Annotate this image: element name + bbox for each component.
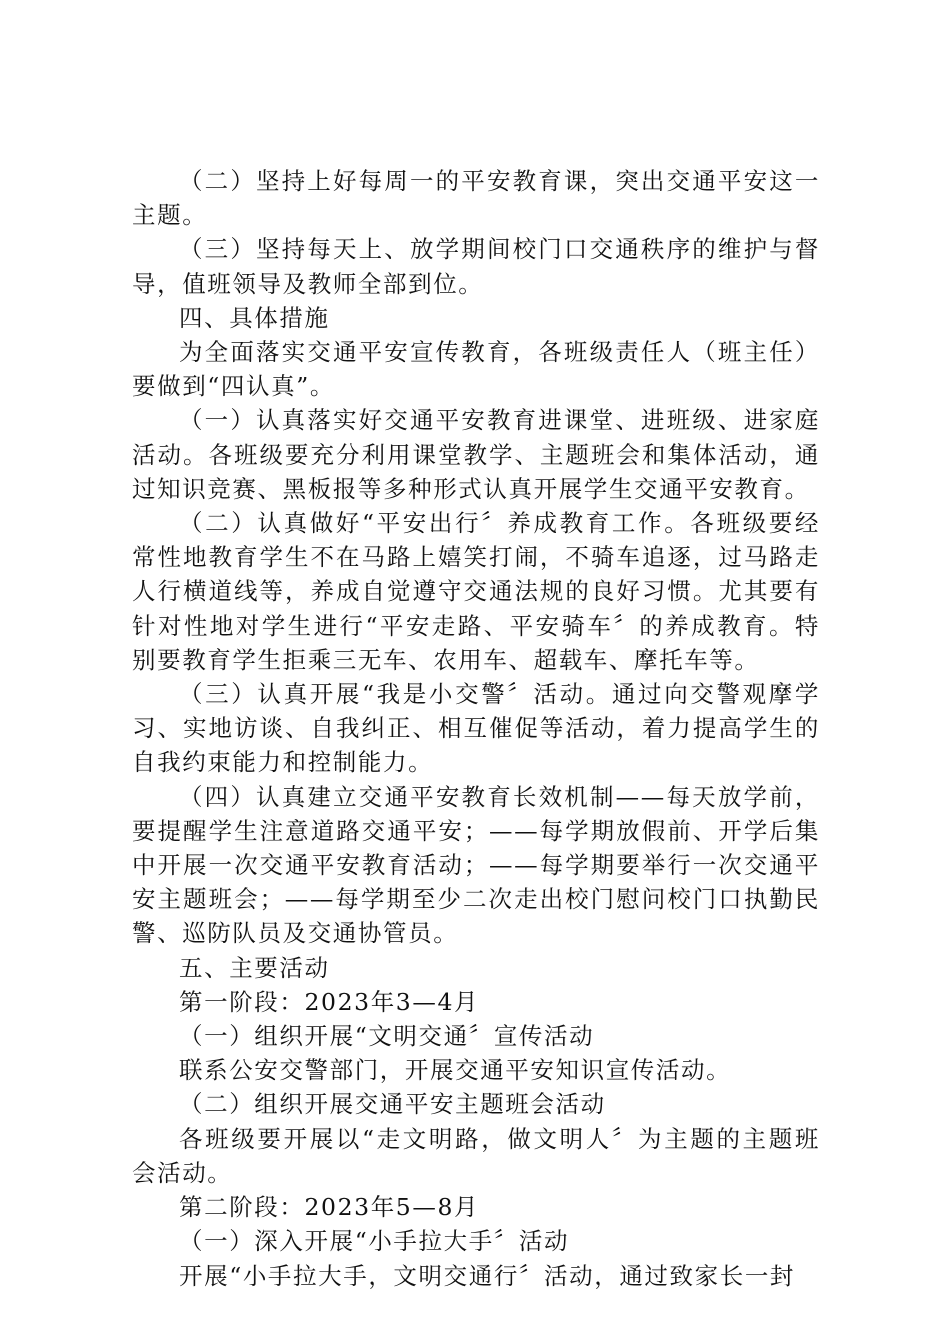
paragraph: 为全面落实交通平安宣传教育，各班级责任人（班主任）要做到“四认真”。 (132, 338, 820, 401)
paragraph: 开展“小手拉大手，文明交通行〞活动，通过致家长一封 (179, 1261, 796, 1290)
paragraph: （二）认真做好“平安出行〞养成教育工作。各班级要经常性地教育学生不在马路上嬉笑打闹，不骑车追逐，过马路走人行横道线等，养成自觉遵守交通法规的良好习惯。尤其要有针对性地对学生进行“平安走路、平安骑车〞的养成教育。特别要教育学生拒乘三无车、农用车、超载车、摩托车等。 (132, 509, 820, 674)
activity-heading: （一）深入开展“小手拉大手〞活动 (179, 1227, 570, 1256)
activity-heading: （二）组织开展交通平安主题班会活动 (179, 1090, 606, 1119)
paragraph: （四）认真建立交通平安教育长效机制——每天放学前，要提醒学生注意道路交通平安；——每学期放假前、开学后集中开展一次交通平安教育活动；——每学期要举行一次交通平安主题班会；——每学期至少二次走出校门慰问校门口执勤民警、巡防队员及交通协管员。 (132, 782, 820, 948)
paragraph: （三）坚持每天上、放学期间校门口交通秩序的维护与督导，值班领导及教师全部到位。 (132, 235, 820, 298)
paragraph: 各班级要开展以“走文明路，做文明人〞为主题的主题班会活动。 (132, 1124, 820, 1187)
phase-heading: 第二阶段：2023年5—8月 (179, 1193, 480, 1222)
section-heading: 四、具体措施 (179, 303, 330, 332)
paragraph: （二）坚持上好每周一的平安教育课，突出交通平安这一主题。 (132, 167, 820, 230)
paragraph: 联系公安交警部门，开展交通平安知识宣传活动。 (179, 1056, 732, 1085)
document-body (132, 164, 820, 1293)
paragraph: （一）认真落实好交通平安教育进课堂、进班级、进家庭活动。各班级要充分利用课堂教学、主题班会和集体活动，通过知识竞赛、黑板报等多种形式认真开展学生交通平安教育。 (132, 406, 820, 503)
paragraph: （三）认真开展“我是小交警〞活动。通过向交警观摩学习、实地访谈、自我纠正、相互催促等活动，着力提高学生的自我约束能力和控制能力。 (132, 680, 820, 777)
activity-heading: （一）组织开展“文明交通〞宣传活动 (179, 1022, 595, 1051)
section-heading: 五、主要活动 (179, 953, 330, 982)
phase-heading: 第一阶段：2023年3—4月 (179, 987, 480, 1016)
